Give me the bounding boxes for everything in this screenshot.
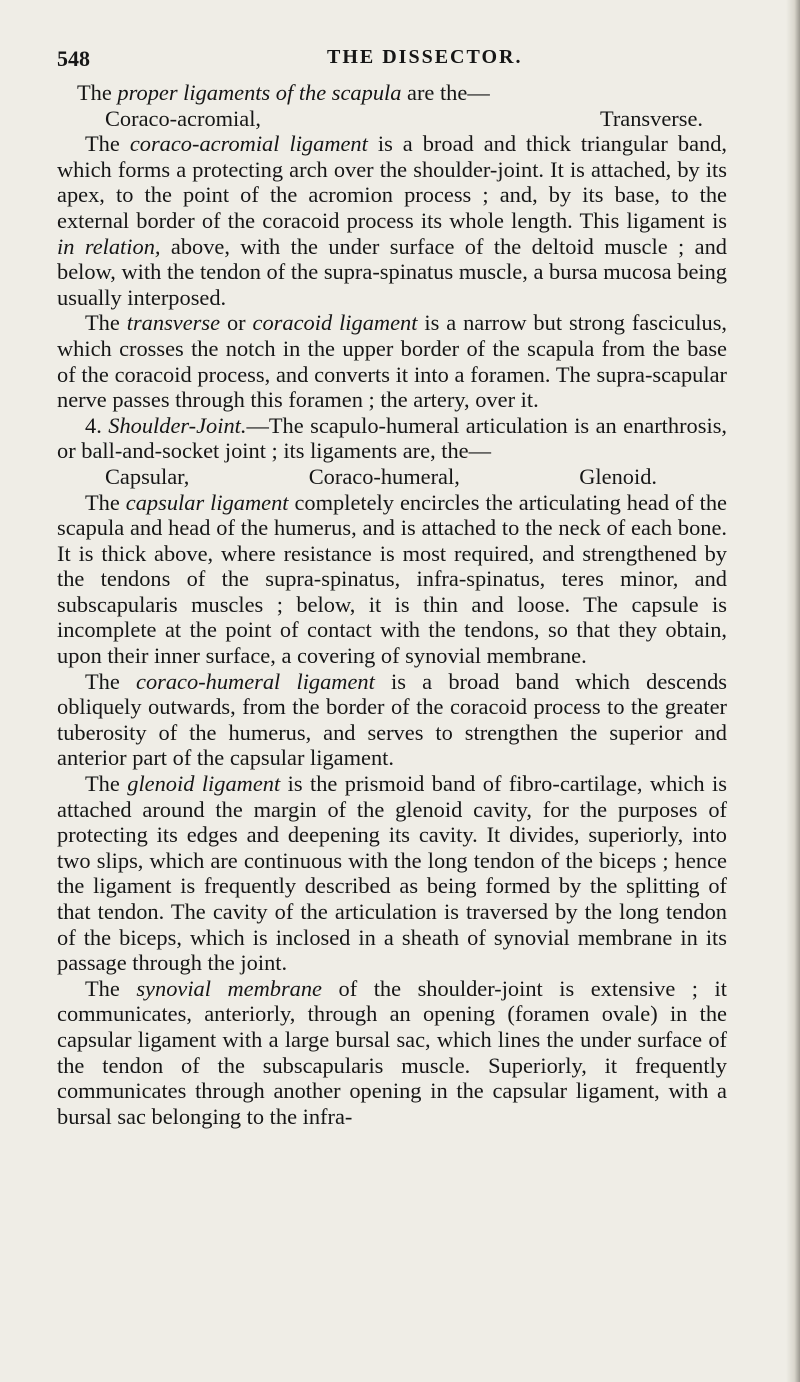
page-edge-shadow bbox=[786, 0, 800, 1382]
body-text bbox=[57, 80, 727, 1129]
list-item: Coraco-humeral, bbox=[308, 463, 460, 489]
paragraph-glenoid: The glenoid ligament is the prismoid band of fibro-cartilage, which is attached around the margin of the glenoid cavity, for the purposes of protecting its edges and deepening its cavity. It divides, superiorly, into two slips, which are continuous with the long tendon of the biceps ; hence the ligament is frequently described as being formed by the splitting of that tendon. The cavity of the articulation is traversed by the long tendon of the biceps, which is inclosed in a sheath of synovial membrane in its passage through the joint. bbox=[57, 771, 727, 976]
list-item: Coraco-acromial, bbox=[105, 105, 262, 131]
paragraph-synovial: The synovial membrane of the shoulder-joint is extensive ; it communicates, anteriorly, through an opening (foramen ovale) in the capsular ligament with a large bursal sac, which lines the under surface of the tendon of the subscapularis muscle. Superiorly, it frequently communicates through another opening in the capsular ligament, with a bursal sac belonging to the infra- bbox=[57, 975, 727, 1129]
paragraph-coraco-humeral: The coraco-humeral ligament is a broad band which descends obliquely outwards, from the border of the coracoid process to the greater tuberosity of the humerus, and serves to strengthen the superior and anterior part of the capsular ligament. bbox=[57, 668, 727, 771]
paragraph-coraco-acromial: The coraco-acromial ligament is a broad and thick triangular band, which forms a protecting arch over the shoulder-joint. It is attached, by its apex, to the point of the acromion process ; and, by its base, to the external border of the coracoid process its whole length. This ligament is in relation, above, with the under surface of the deltoid muscle ; and below, with the tendon of the supra-spinatus muscle, a bursa mucosa being usually interposed. bbox=[57, 131, 727, 310]
page-header bbox=[57, 46, 717, 74]
ligament-list-scapula bbox=[57, 106, 727, 132]
list-item: Glenoid. bbox=[579, 463, 657, 489]
running-head: THE DISSECTOR. bbox=[327, 46, 523, 68]
paragraph-transverse: The transverse or coracoid ligament is a narrow but strong fasciculus, which crosses the notch in the upper border of the scapula from the base of the coracoid process, and converts it into a foramen. The supra-scapular nerve passes through this foramen ; the artery, over it. bbox=[57, 310, 728, 413]
paragraph-capsular: The capsular ligament completely encircles the articulating head of the scapula and head of the humerus, and is attached to the neck of each bone. It is thick above, where resistance is most required, and strengthened by the tendons of the supra-spinatus, infra-spinatus, teres minor, and subscapularis muscles ; below, it is thin and loose. The capsule is incomplete at the point of contact with the tendons, so that they obtain, upon their inner surface, a covering of synovial membrane. bbox=[57, 489, 727, 669]
ligament-list-shoulder bbox=[57, 464, 727, 490]
page-number: 548 bbox=[57, 46, 90, 71]
paragraph-proper-ligaments: The proper ligaments of the scapula are the— bbox=[77, 80, 490, 105]
list-item: Capsular, bbox=[105, 463, 190, 489]
list-item: Transverse. bbox=[599, 105, 703, 131]
paragraph-shoulder-joint: 4. Shoulder-Joint.—The scapulo-humeral articulation is an enarthrosis, or ball-and-socket joint ; its ligaments are, the— bbox=[57, 412, 728, 464]
